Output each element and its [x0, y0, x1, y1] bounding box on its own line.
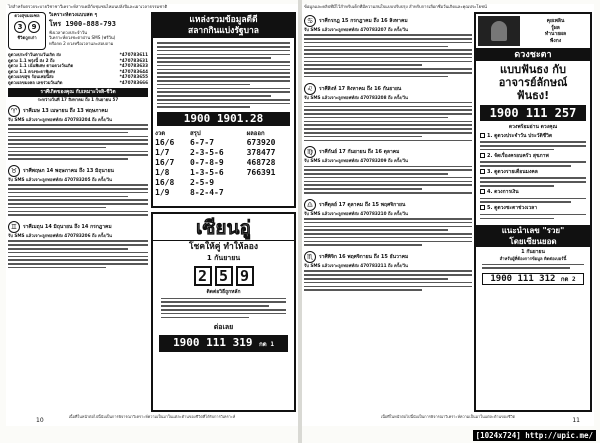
- horoscope-entry: [304, 146, 472, 195]
- page-number-left: 10: [36, 417, 44, 424]
- entry-body: [304, 216, 472, 248]
- left-footer: เนื้อที่ในหน้าต่อไปนี้นับเป็นการพิจารณาวิเคราะห์ความเป็นมาในแต่ละด้านของชีวิตที่ได้รับการวิเคราะห์: [68, 414, 236, 419]
- checkbox-icon: [480, 189, 485, 194]
- left-column: [8, 12, 148, 412]
- checkbox-icon: [480, 133, 485, 138]
- logo-bottom-text: ชีวิตถูกเก่า: [17, 34, 37, 40]
- entry-sub: รับ SMS แล้วเจาะลูกทอฟท์ส่ง 470783210 ถึง ครั้ง/วัน: [304, 210, 408, 216]
- logo-digit: 9: [28, 21, 40, 33]
- taurus-icon: ♉: [8, 165, 20, 177]
- ad-footer-1: แนะนำเลข "รวย": [476, 225, 590, 236]
- ad-bullet: 3. ดูดวงรายเดือนมงคล: [480, 169, 586, 176]
- lotto-col-header: ผลออก: [246, 130, 265, 138]
- ad-bullet: 5. ดูดวงชะตาช่วงเวลา: [480, 205, 586, 212]
- horoscope-entry: [8, 105, 148, 162]
- sms-line: ดูดวง 1.1 ตรงชะตาพิเศษ *470783644: [8, 68, 148, 74]
- right-header-text: ข้อมูลและคลิปที่มีไว้สำหรับเด็กที่มีความสนใจแบบปรับปรุง สำหรับการเลือกชื่อวันเกิดและคุณประโยชน์: [304, 4, 487, 9]
- ad-phone[interactable]: 1900 111 257: [480, 105, 586, 121]
- entry-sub: รับ SMS แล้วเจาะลูกทอฟท์ส่ง 470783204 ถึง ครั้ง/วัน: [8, 117, 112, 122]
- sms-line: ดูดวง 1.1 พรุ่งนี้ ส่ง 2 ถึง *470783631: [8, 57, 148, 63]
- aries-icon: ♈: [8, 105, 20, 117]
- ad-headline-1: แบบฟันธง กับ: [500, 63, 566, 76]
- lotto-row: 1/8 1-3-5-6 766391: [155, 168, 276, 178]
- entry-body: [8, 238, 148, 270]
- section-banner: ราศีเกิดของคุณ กับเหมาะใจสิ-ชีวิต: [8, 88, 148, 97]
- tip-digits: [153, 266, 294, 286]
- entry-title: ราศีตุลย์ 17 ตุลาคม ถึง 15 พฤศจิกายน: [319, 201, 406, 208]
- ad-top-line: ฟังกง: [549, 37, 562, 44]
- left-page: [6, 4, 298, 426]
- lotto-title-1: แหล่งรวมข้อมูลดีดี: [153, 14, 294, 26]
- lotto-row: 16/8 2-5-9: [155, 178, 215, 188]
- entry-body: [304, 268, 472, 293]
- entry-title: ราศีกันย์ 17 กันยายน ถึง 16 ตุลาคม: [319, 149, 400, 156]
- left-header-text: ไล่สำหรับตรวจระบายวิชาชาวีเคราะห์สารเคมีกับชุมชนไหมนปลังปีและเผาเวลาธรรมชาติ: [8, 4, 168, 9]
- entry-sub: รับ SMS แล้วเจาะลูกทอฟท์ส่ง 470783207 ถึง ครั้ง/วัน: [304, 27, 408, 32]
- lotto-table: [153, 128, 294, 198]
- ad-footer-2: โดยเซียนยอด: [476, 236, 590, 247]
- tip-digit: 9: [236, 266, 254, 286]
- horoscope-entry: [304, 251, 472, 293]
- leo-icon: ♌: [304, 83, 316, 95]
- logo: [8, 12, 46, 50]
- sms-line: ดูดวงเลขมงคล เลขร่วมวันเกิด *470783666: [8, 79, 148, 85]
- ad-top-line: คุยเพลิน: [546, 18, 565, 24]
- tip-call-label: ต่อเลย: [213, 323, 234, 332]
- tip-phone[interactable]: 1900 111 319 กด 1: [159, 335, 288, 352]
- tip-body: [153, 296, 294, 321]
- right-footer: เนื้อที่ในหน้าต่อไปนี้นับเป็นการพิจารณาวิเคราะห์ความเป็นมาในแต่ละด้านของชีวิต: [380, 414, 516, 419]
- entry-title: ราศีกรกฎ 15 กรกฎาคม ถึง 16 สิงหาคม: [319, 18, 408, 24]
- ad-phone-2[interactable]: 1900 111 312 กด 2: [482, 273, 584, 285]
- section-range: ระหว่างวันที่ 17 สิงหาคม ถึง 1 กันยายน 57: [37, 96, 119, 102]
- lotto-intro: [153, 38, 294, 112]
- entry-body: [304, 100, 472, 144]
- ad-bullet: 2. จัดเรื่องครอบครัว สุขภาพ: [480, 153, 586, 160]
- logo-digit: 3: [14, 21, 26, 33]
- cancer-icon: ♋: [304, 15, 316, 27]
- tip-digit: 5: [215, 266, 233, 286]
- entry-body: [304, 32, 472, 80]
- entry-sub: รับ SMS แล้วเจาะลูกทอฟท์ส่ง 470783208 ถึง ครั้ง/วัน: [304, 94, 408, 100]
- lotto-phone-banner[interactable]: 1900 1901.28: [157, 112, 290, 126]
- lotto-row: 1/9 8-2-4-7: [155, 188, 224, 198]
- astrology-ad: [474, 12, 592, 412]
- ad-top-line: รู้ผล: [551, 24, 560, 31]
- entry-title: ราศีเมษ 13 เมษายน ถึง 13 พฤษภาคม: [23, 108, 108, 114]
- entry-title: ราศีพิจิก 16 พฤศจิกายน ถึง 15 ธันวาคม: [319, 254, 409, 261]
- lotto-col-header: สรุป: [189, 130, 201, 138]
- entry-sub: รับ SMS แล้วเจาะลูกทอฟท์ส่ง 470783211 ถึง ครั้ง/วัน: [304, 263, 408, 269]
- entry-sub: รับ SMS แล้วเจาะลูกทอฟท์ส่ง 470783206 ถึง ครั้ง/วัน: [8, 233, 112, 239]
- contact-line: ฟังเวลาดวงประจำวัน: [49, 29, 88, 35]
- tip-caption: ติดต่อวิธีถูกหลัก: [206, 289, 241, 295]
- logo-top-text: ดวงสุขมณฑล: [14, 13, 40, 18]
- lotto-row: 16/7 0-7-8-9 468728: [155, 158, 276, 168]
- ad-caption: สำหรับผู้ที่ต้องการข้อมูล ติดต่อเบอร์นี้: [499, 255, 567, 261]
- right-page: [302, 4, 594, 426]
- checkbox-icon: [480, 153, 485, 158]
- ad-headline-2: อาจารย์ลักษณ์: [498, 76, 568, 89]
- right-entries-column: [304, 12, 472, 412]
- tip-sub: โชคให้คู่ ทำให้ลอง: [188, 242, 258, 252]
- ad-bullet: 1. ดูดวงประจำวัน ประวัติชีวิต: [480, 133, 586, 140]
- sms-line: ดูดวงเลขสุข ร้อนเฟอนี้ส่ง *470783655: [8, 74, 148, 79]
- scorpio-icon: ♏: [304, 251, 316, 263]
- ad-banner: ดวงชะตา: [476, 49, 590, 61]
- entry-title: ราศีเมถุน 14 มิถุนายน ถึง 14 กรกฎาคม: [23, 224, 112, 231]
- lotto-box: [151, 12, 296, 208]
- contact-title: วิเคราะห์ดวงแบบสด ๆ: [49, 12, 98, 18]
- sms-line: ดูดวง 1.1 เน้นพิเศษ ตามดวงวันเกิด *470783633: [8, 63, 148, 68]
- lotto-col-header: งวด: [155, 130, 166, 138]
- ad-bullet: 4. ดวงการเงิน: [480, 189, 586, 196]
- ad-subheading: ดวงพร้อมอ่าน ดวงคุณ: [508, 124, 558, 130]
- ad-top-line: ทำนายผล: [544, 31, 567, 37]
- entry-sub: รับ SMS แล้วเจาะลูกทอฟท์ส่ง 470783209 ถึง ครั้ง/วัน: [304, 158, 408, 164]
- contact-block: [8, 12, 148, 50]
- horoscope-entry: [8, 165, 148, 218]
- ad-date: 1 กันยายน: [521, 249, 545, 256]
- tip-box: [151, 212, 296, 412]
- watermark: [1024x724] http://upic.me/: [473, 430, 596, 441]
- entry-body: [304, 163, 472, 195]
- contact-phone: 1900-888-793: [65, 19, 116, 28]
- horoscope-entry: [304, 83, 472, 144]
- contact-phone-label: โทร: [49, 19, 62, 28]
- entry-body: [8, 182, 148, 218]
- virgo-icon: ♍: [304, 146, 316, 158]
- contact-line: วิเคราะห์ดวงชะตาผ่าน SMS (ฟรีวัน): [49, 35, 116, 40]
- sms-list: [8, 52, 148, 85]
- horoscope-entry: [304, 199, 472, 248]
- entry-body: [8, 122, 148, 162]
- gemini-icon: ♊: [8, 221, 20, 233]
- tip-date: 1 กันยายน: [206, 254, 241, 262]
- astrologer-photo: [478, 16, 520, 46]
- page-number-right: 11: [572, 417, 580, 424]
- lotto-title-2: สลากกินแบ่งรัฐบาล: [153, 26, 294, 38]
- lotto-row: 16/6 6-7-7 673920: [155, 138, 276, 148]
- sms-line: ดูดวงประจำวันตามวันเกิด ส่ง *470783611: [8, 52, 148, 57]
- libra-icon: ♎: [304, 199, 316, 211]
- tip-headline: เซียนอู่: [153, 216, 294, 241]
- entry-title: ราศีพฤษภ 14 พฤษภาคม ถึง 13 มิถุนายน: [23, 168, 114, 174]
- ad-headline-3: ฟันธง!: [516, 89, 550, 102]
- tip-digit: 2: [194, 266, 212, 286]
- checkbox-icon: [480, 205, 485, 210]
- lotto-row: 1/7 2-3-5-6 378477: [155, 148, 276, 158]
- entry-sub: รับ SMS แล้วเจาะลูกทอฟท์ส่ง 470783205 ถึง ครั้ง/วัน: [8, 177, 112, 182]
- horoscope-entry: [8, 221, 148, 270]
- contact-line: หรือกด 2 ดวงหรือเวลาและสอบถาม: [49, 40, 114, 46]
- ad-bullets: [476, 131, 590, 224]
- entry-title: ราศีสิงห์ 17 สิงหาคม ถึง 16 กันยายน: [319, 85, 402, 92]
- checkbox-icon: [480, 169, 485, 174]
- horoscope-entry: [304, 15, 472, 80]
